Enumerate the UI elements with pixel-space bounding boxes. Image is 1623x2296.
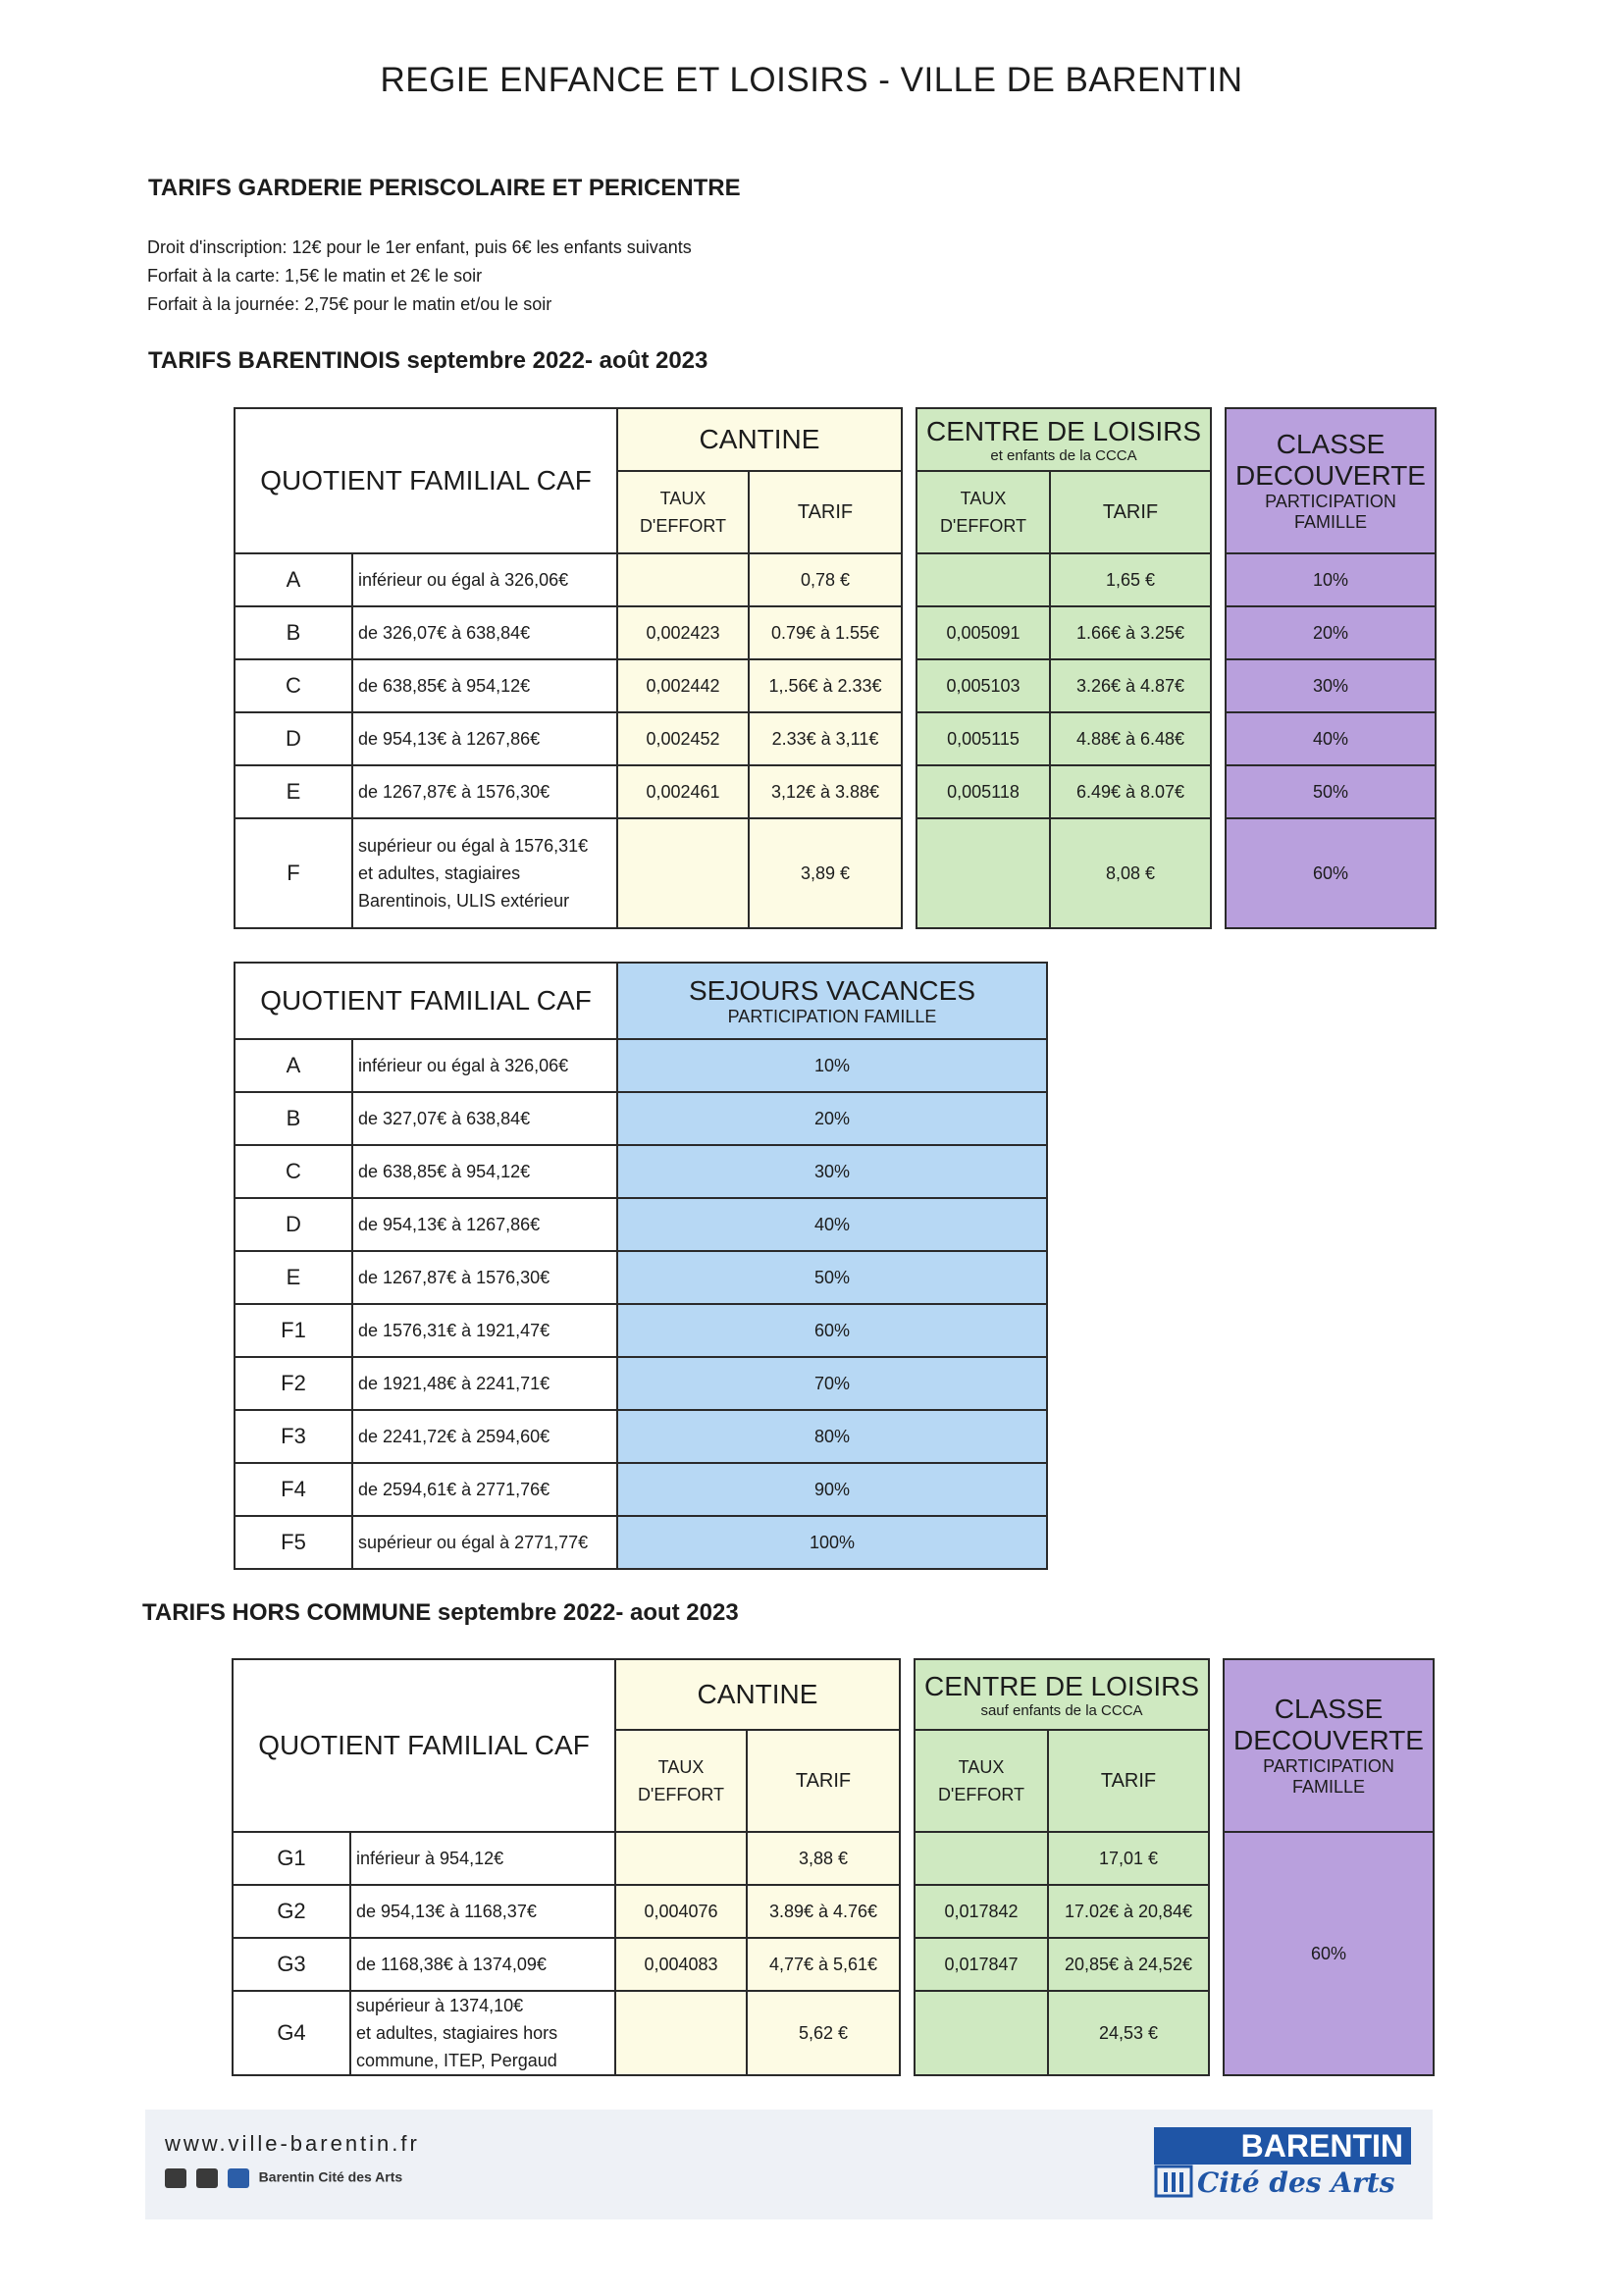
- cantine-tarif: 2.33€ à 3,11€: [749, 712, 902, 765]
- cdl-taux: 0,005118: [916, 765, 1050, 818]
- cantine-taux: 0,004083: [615, 1938, 747, 1991]
- row-letter: F: [235, 818, 352, 928]
- cdl-tarif: 20,85€ à 24,52€: [1048, 1938, 1209, 1991]
- qf-header: QUOTIENT FAMILIAL CAF: [235, 408, 617, 553]
- cdl-header: [916, 408, 1211, 471]
- classe-value: 30%: [1226, 659, 1436, 712]
- logo-subtitle: Cité des Arts: [1197, 2166, 1395, 2199]
- barentin-logo: [1154, 2127, 1411, 2200]
- row-letter: D: [235, 712, 352, 765]
- facebook-icon[interactable]: [228, 2168, 249, 2188]
- cdl-taux: 0,005103: [916, 659, 1050, 712]
- sejours-value: 30%: [617, 1145, 1047, 1198]
- cdl-taux: 0,005091: [916, 606, 1050, 659]
- cdl-taux: [916, 553, 1050, 606]
- taux-header: TAUX D'EFFORT: [916, 471, 1050, 553]
- sejours-title: SEJOURS VACANCES: [689, 974, 975, 1006]
- row-range: de 1921,48€ à 2241,71€: [352, 1357, 617, 1410]
- cdl-title: CENTRE DE LOISIRS: [923, 1670, 1200, 1701]
- classe-title-1: CLASSE: [1274, 1694, 1384, 1724]
- cantine-tarif: 3,88 €: [747, 1832, 900, 1885]
- barentinois-cdl-table: [916, 407, 1212, 929]
- barentinois-classe-table: [1225, 407, 1437, 929]
- sejours-subtitle: PARTICIPATION FAMILLE: [727, 1006, 937, 1026]
- range-line: et adultes, stagiaires hors: [356, 2023, 558, 2043]
- cantine-taux: 0,002461: [617, 765, 749, 818]
- row-letter: B: [235, 606, 352, 659]
- row-letter: G4: [233, 1991, 350, 2075]
- cantine-taux: 0,002423: [617, 606, 749, 659]
- classe-header: [1224, 1659, 1434, 1832]
- row-range: de 1168,38€ à 1374,09€: [350, 1938, 615, 1991]
- classe-title-1: CLASSE: [1276, 429, 1386, 459]
- row-range: de 2241,72€ à 2594,60€: [352, 1410, 617, 1463]
- row-range: de 954,13€ à 1267,86€: [352, 1198, 617, 1251]
- social-label: Barentin Cité des Arts: [258, 2168, 403, 2185]
- info-line: Forfait à la journée: 2,75€ pour le matin et/ou le soir: [147, 294, 552, 314]
- classe-title-2: DECOUVERTE: [1235, 460, 1426, 491]
- row-range: inférieur ou égal à 326,06€: [352, 553, 617, 606]
- classe-value: 10%: [1226, 553, 1436, 606]
- row-letter: D: [235, 1198, 352, 1251]
- cdl-taux: 0,017842: [915, 1885, 1048, 1938]
- cantine-taux: [617, 553, 749, 606]
- logo-title: BARENTIN: [1154, 2127, 1411, 2165]
- row-range: de 326,07€ à 638,84€: [352, 606, 617, 659]
- cdl-tarif: 1.66€ à 3.25€: [1050, 606, 1211, 659]
- row-range: de 954,13€ à 1267,86€: [352, 712, 617, 765]
- cantine-tarif: 1,.56€ à 2.33€: [749, 659, 902, 712]
- cdl-taux: [915, 1832, 1048, 1885]
- garderie-heading: TARIFS GARDERIE PERISCOLAIRE ET PERICENTRE: [148, 175, 741, 201]
- cantine-tarif: 0.79€ à 1.55€: [749, 606, 902, 659]
- cdl-tarif: 17.02€ à 20,84€: [1048, 1885, 1209, 1938]
- row-letter: C: [235, 1145, 352, 1198]
- hors-classe-table: [1223, 1658, 1435, 2076]
- row-range: de 1576,31€ à 1921,47€: [352, 1304, 617, 1357]
- cdl-tarif: 6.49€ à 8.07€: [1050, 765, 1211, 818]
- sejours-value: 10%: [617, 1039, 1047, 1092]
- row-letter: G1: [233, 1832, 350, 1885]
- classe-value: 40%: [1226, 712, 1436, 765]
- row-letter: F1: [235, 1304, 352, 1357]
- classe-header: [1226, 408, 1436, 553]
- cdl-tarif: 1,65 €: [1050, 553, 1211, 606]
- qf-header: QUOTIENT FAMILIAL CAF: [235, 963, 617, 1039]
- android-icon[interactable]: [165, 2168, 186, 2188]
- cantine-taux: [617, 818, 749, 928]
- sejours-value: 40%: [617, 1198, 1047, 1251]
- garderie-info: [147, 234, 692, 319]
- cdl-title: CENTRE DE LOISIRS: [925, 415, 1202, 446]
- social-links: [165, 2168, 402, 2188]
- tarif-header: TARIF: [1048, 1730, 1209, 1832]
- taux-header: TAUX D'EFFORT: [615, 1730, 747, 1832]
- cdl-taux: 0,017847: [915, 1938, 1048, 1991]
- row-range: de 638,85€ à 954,12€: [352, 659, 617, 712]
- row-range: [352, 818, 617, 928]
- cantine-tarif: 3,89 €: [749, 818, 902, 928]
- cdl-tarif: 24,53 €: [1048, 1991, 1209, 2075]
- row-letter: A: [235, 553, 352, 606]
- barentinois-heading: TARIFS BARENTINOIS septembre 2022- août 2023: [148, 347, 708, 374]
- taux-header: TAUX D'EFFORT: [617, 471, 749, 553]
- tarif-header: TARIF: [749, 471, 902, 553]
- row-letter: G3: [233, 1938, 350, 1991]
- sejours-value: 20%: [617, 1092, 1047, 1145]
- row-letter: F5: [235, 1516, 352, 1569]
- cantine-tarif: 4,77€ à 5,61€: [747, 1938, 900, 1991]
- row-range: inférieur à 954,12€: [350, 1832, 615, 1885]
- website-link[interactable]: www.ville-barentin.fr: [165, 2131, 420, 2156]
- row-letter: B: [235, 1092, 352, 1145]
- classe-subtitle: PARTICIPATION FAMILLE: [1263, 1756, 1394, 1797]
- row-range: de 1267,87€ à 1576,30€: [352, 765, 617, 818]
- cantine-tarif: 3.89€ à 4.76€: [747, 1885, 900, 1938]
- tarif-header: TARIF: [747, 1730, 900, 1832]
- cantine-tarif: 0,78 €: [749, 553, 902, 606]
- cdl-subtitle: et enfants de la CCCA: [990, 446, 1137, 464]
- cantine-taux: 0,002442: [617, 659, 749, 712]
- sejours-value: 80%: [617, 1410, 1047, 1463]
- row-letter: E: [235, 1251, 352, 1304]
- sejours-value: 70%: [617, 1357, 1047, 1410]
- range-line: supérieur ou égal à 1576,31€: [358, 836, 589, 856]
- cantine-header: CANTINE: [615, 1659, 900, 1730]
- cdl-taux: [916, 818, 1050, 928]
- row-letter: C: [235, 659, 352, 712]
- row-range: de 638,85€ à 954,12€: [352, 1145, 617, 1198]
- cdl-header: [915, 1659, 1209, 1730]
- row-letter: E: [235, 765, 352, 818]
- classe-value: 60%: [1226, 818, 1436, 928]
- range-line: commune, ITEP, Pergaud: [356, 2051, 557, 2070]
- range-line: supérieur à 1374,10€: [356, 1996, 524, 2015]
- cdl-tarif: 3.26€ à 4.87€: [1050, 659, 1211, 712]
- row-letter: F2: [235, 1357, 352, 1410]
- info-line: Droit d'inscription: 12€ pour le 1er enfant, puis 6€ les enfants suivants: [147, 237, 692, 257]
- cantine-taux: [615, 1991, 747, 2075]
- sejours-value: 50%: [617, 1251, 1047, 1304]
- cantine-tarif: 5,62 €: [747, 1991, 900, 2075]
- row-range: supérieur ou égal à 2771,77€: [352, 1516, 617, 1569]
- sejours-table: [234, 962, 1048, 1570]
- cdl-taux: 0,005115: [916, 712, 1050, 765]
- classe-value: 50%: [1226, 765, 1436, 818]
- row-letter: F4: [235, 1463, 352, 1516]
- barentinois-cantine-table: [234, 407, 903, 929]
- row-range: de 1267,87€ à 1576,30€: [352, 1251, 617, 1304]
- row-range: de 2594,61€ à 2771,76€: [352, 1463, 617, 1516]
- hors-heading: TARIFS HORS COMMUNE septembre 2022- aout 2023: [142, 1599, 739, 1626]
- taux-header: TAUX D'EFFORT: [915, 1730, 1048, 1832]
- classe-title-2: DECOUVERTE: [1233, 1725, 1424, 1755]
- cantine-header: CANTINE: [617, 408, 902, 471]
- qf-header: QUOTIENT FAMILIAL CAF: [233, 1659, 615, 1832]
- sejours-value: 90%: [617, 1463, 1047, 1516]
- hors-cantine-table: [232, 1658, 901, 2076]
- apple-icon[interactable]: [196, 2168, 218, 2188]
- cdl-taux: [915, 1991, 1048, 2075]
- hors-cdl-table: [914, 1658, 1210, 2076]
- info-line: Forfait à la carte: 1,5€ le matin et 2€ le soir: [147, 266, 483, 286]
- classe-subtitle: PARTICIPATION FAMILLE: [1265, 492, 1396, 532]
- cantine-taux: 0,004076: [615, 1885, 747, 1938]
- cdl-tarif: 8,08 €: [1050, 818, 1211, 928]
- row-range: [350, 1991, 615, 2075]
- row-letter: G2: [233, 1885, 350, 1938]
- row-range: de 954,13€ à 1168,37€: [350, 1885, 615, 1938]
- cantine-taux: 0,002452: [617, 712, 749, 765]
- classe-value: 20%: [1226, 606, 1436, 659]
- row-range: inférieur ou égal à 326,06€: [352, 1039, 617, 1092]
- sejours-value: 60%: [617, 1304, 1047, 1357]
- classe-value: 60%: [1224, 1832, 1434, 2075]
- cantine-taux: [615, 1832, 747, 1885]
- row-letter: F3: [235, 1410, 352, 1463]
- row-range: de 327,07€ à 638,84€: [352, 1092, 617, 1145]
- cdl-subtitle: sauf enfants de la CCCA: [980, 1701, 1143, 1719]
- row-letter: A: [235, 1039, 352, 1092]
- cdl-tarif: 17,01 €: [1048, 1832, 1209, 1885]
- sejours-header: [617, 963, 1047, 1039]
- cdl-tarif: 4.88€ à 6.48€: [1050, 712, 1211, 765]
- range-line: Barentinois, ULIS extérieur: [358, 891, 570, 911]
- cantine-tarif: 3,12€ à 3.88€: [749, 765, 902, 818]
- range-line: et adultes, stagiaires: [358, 863, 521, 883]
- tarif-header: TARIF: [1050, 471, 1211, 553]
- sejours-value: 100%: [617, 1516, 1047, 1569]
- page-title: REGIE ENFANCE ET LOISIRS - VILLE DE BARENTIN: [380, 61, 1243, 99]
